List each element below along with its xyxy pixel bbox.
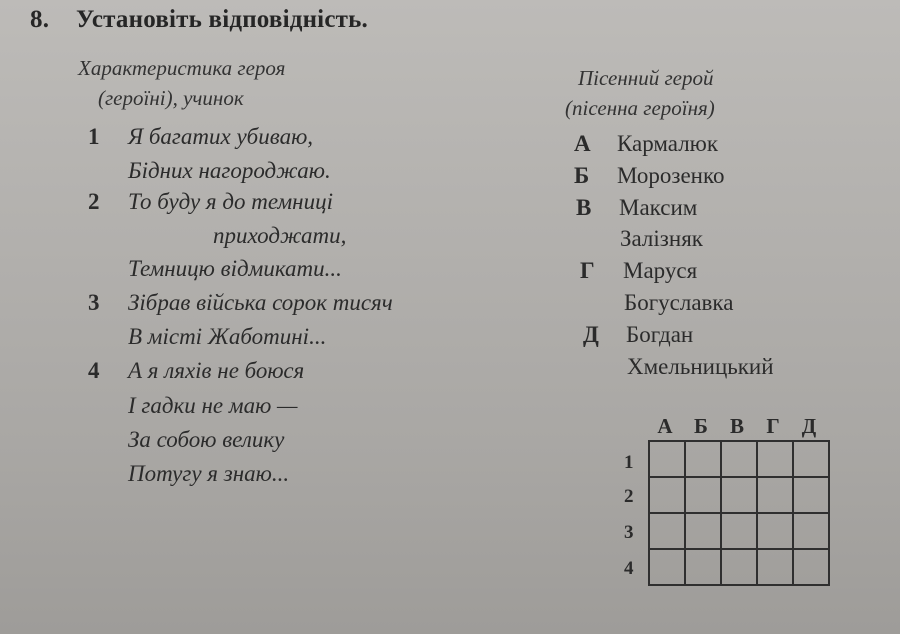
quote-4-line-2: І гадки не маю — bbox=[128, 393, 298, 418]
hero-letter-d: Д bbox=[583, 322, 599, 347]
quote-3-line-2: В місті Жаботині... bbox=[128, 324, 327, 349]
left-header-line1: Характеристика героя bbox=[78, 56, 286, 80]
grid-cell-3-d[interactable] bbox=[793, 513, 829, 549]
right-header-line1: Пісенний герой bbox=[578, 66, 714, 90]
grid-cell-2-h[interactable] bbox=[757, 477, 793, 513]
task-title-text: Установіть відповідність. bbox=[76, 6, 368, 33]
hero-h-line-2: Богуславка bbox=[624, 290, 734, 315]
grid-col-label-d: Д bbox=[801, 414, 817, 438]
quote-number-3: 3 bbox=[88, 290, 100, 315]
hero-d-line-1: Богдан bbox=[626, 322, 694, 347]
hero-d-line-2: Хмельницький bbox=[627, 354, 774, 379]
quote-3-line-1: Зібрав війська сорок тисяч bbox=[128, 290, 393, 315]
grid-cell-3-v[interactable] bbox=[721, 513, 757, 549]
hero-v-line-2: Залізняк bbox=[620, 226, 703, 251]
grid-row-3 bbox=[649, 513, 829, 549]
grid-row-label-4: 4 bbox=[624, 558, 634, 579]
grid-cell-1-d[interactable] bbox=[793, 441, 829, 477]
quote-4-line-1: А я ляхів не боюся bbox=[128, 358, 305, 383]
quote-2-line-3: Темницю відмикати... bbox=[128, 256, 342, 281]
quote-number-1: 1 bbox=[88, 124, 100, 149]
right-header-line2: (пісенна героїня) bbox=[565, 96, 715, 120]
grid-cell-4-d[interactable] bbox=[793, 549, 829, 585]
grid-cell-4-a[interactable] bbox=[649, 549, 685, 585]
grid-cell-2-d[interactable] bbox=[793, 477, 829, 513]
hero-a-line-1: Кармалюк bbox=[617, 131, 719, 156]
grid-row-4 bbox=[649, 549, 829, 585]
grid-col-label-v: В bbox=[729, 414, 744, 438]
hero-b-line-1: Морозенко bbox=[617, 163, 725, 188]
quote-1-line-2: Бідних нагороджаю. bbox=[128, 158, 331, 183]
grid-cell-1-h[interactable] bbox=[757, 441, 793, 477]
left-header-line2: (героїні), учинок bbox=[98, 86, 244, 110]
grid-col-label-h: Г bbox=[766, 414, 780, 438]
quote-4-line-4: Потугу я знаю... bbox=[128, 461, 290, 486]
quote-1-line-1: Я багатих убиваю, bbox=[128, 124, 314, 149]
grid-cell-2-b[interactable] bbox=[685, 477, 721, 513]
task-title bbox=[30, 6, 368, 34]
quote-2-line-1: То буду я до темниці bbox=[128, 189, 333, 214]
quote-number-4: 4 bbox=[88, 358, 100, 383]
hero-letter-a: А bbox=[574, 131, 591, 156]
grid-cell-4-v[interactable] bbox=[721, 549, 757, 585]
grid-cell-3-h[interactable] bbox=[757, 513, 793, 549]
quote-number-2: 2 bbox=[88, 189, 100, 214]
hero-v-line-1: Максим bbox=[619, 195, 698, 220]
quote-2-line-2: приходжати, bbox=[213, 223, 347, 248]
task-number: 8. bbox=[30, 6, 50, 33]
grid-cell-1-v[interactable] bbox=[721, 441, 757, 477]
grid-row-1 bbox=[649, 441, 829, 477]
grid-cell-1-b[interactable] bbox=[685, 441, 721, 477]
hero-letter-b: Б bbox=[574, 163, 590, 188]
grid-col-label-a: А bbox=[657, 414, 673, 438]
grid-col-label-b: Б bbox=[694, 414, 708, 438]
grid-cell-4-b[interactable] bbox=[685, 549, 721, 585]
grid-row-2 bbox=[649, 477, 829, 513]
grid-cell-4-h[interactable] bbox=[757, 549, 793, 585]
grid-cell-2-v[interactable] bbox=[721, 477, 757, 513]
answer-grid bbox=[648, 440, 830, 586]
quote-4-line-3: За собою велику bbox=[128, 427, 285, 452]
hero-letter-h: Г bbox=[580, 258, 595, 283]
hero-letter-v: В bbox=[576, 195, 592, 220]
grid-row-label-3: 3 bbox=[624, 522, 634, 543]
grid-cell-3-a[interactable] bbox=[649, 513, 685, 549]
grid-cell-2-a[interactable] bbox=[649, 477, 685, 513]
grid-cell-1-a[interactable] bbox=[649, 441, 685, 477]
hero-h-line-1: Маруся bbox=[623, 258, 698, 283]
grid-cell-3-b[interactable] bbox=[685, 513, 721, 549]
grid-row-label-1: 1 bbox=[624, 452, 634, 473]
grid-row-label-2: 2 bbox=[624, 486, 634, 507]
